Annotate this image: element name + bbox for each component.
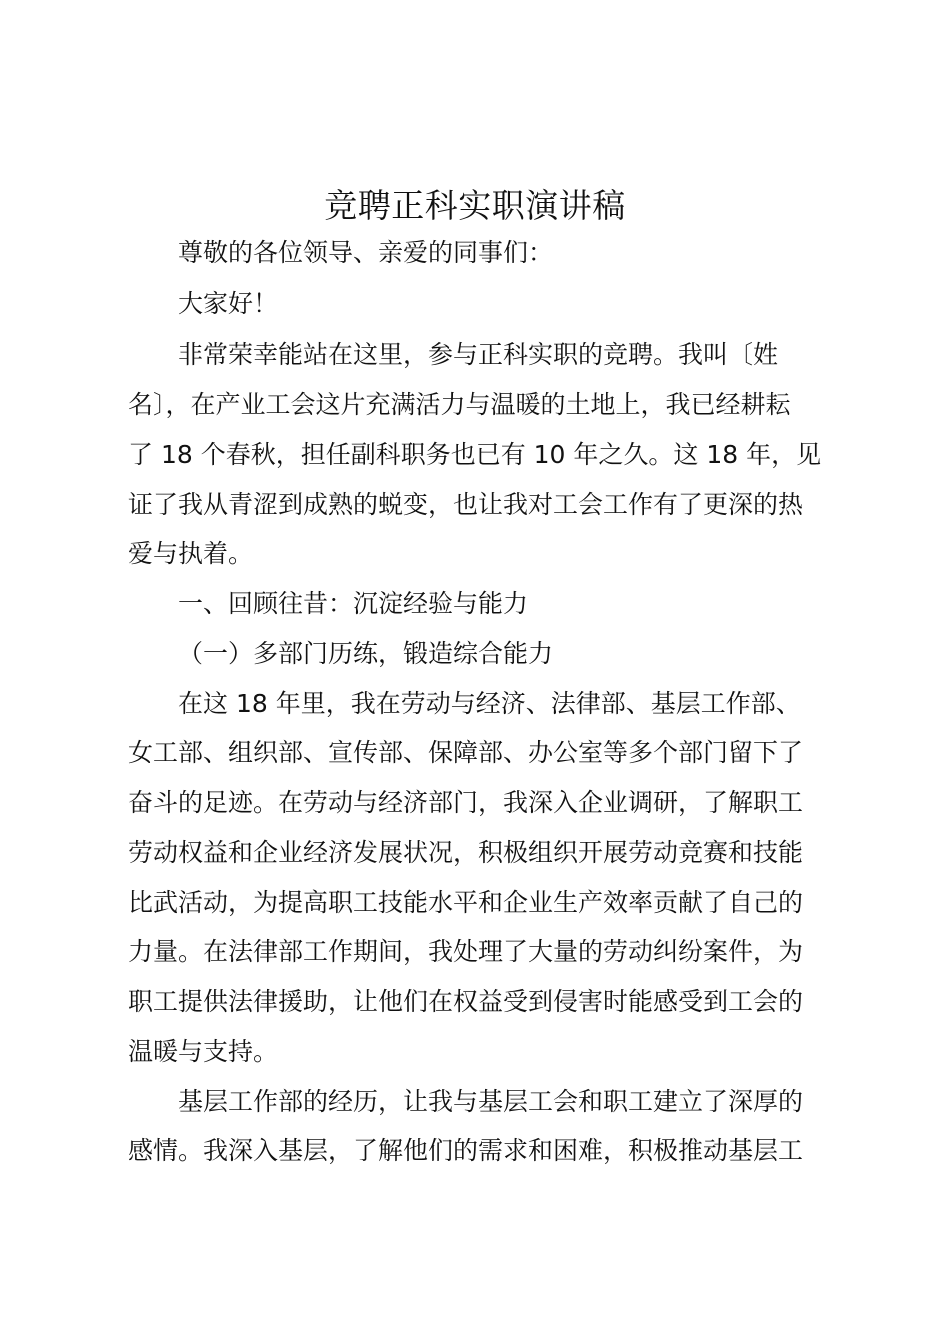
paragraph-departments-line-6: 力量。在法律部工作期间，我处理了大量的劳动纠纷案件，为 [128, 937, 804, 966]
paragraph-grassroots-line-1: 基层工作部的经历，让我与基层工会和职工建立了深厚的 [178, 1087, 804, 1116]
paragraph-departments-line-3: 奋斗的足迹。在劳动与经济部门，我深入企业调研，了解职工 [128, 788, 804, 817]
paragraph-intro-line-2: 名〕，在产业工会这片充满活力与温暖的土地上，我已经耕耘 [128, 390, 791, 419]
paragraph-grassroots-line-2: 感情。我深入基层，了解他们的需求和困难，积极推动基层工 [128, 1136, 804, 1165]
paragraph-departments-line-5: 比武活动，为提高职工技能水平和企业生产效率贡献了自己的 [128, 888, 804, 917]
paragraph-departments-line-4: 劳动权益和企业经济发展状况，积极组织开展劳动竞赛和技能 [128, 838, 804, 867]
subsection-heading-1: （一）多部门历练，锻造综合能力 [178, 639, 554, 668]
paragraph-departments-line-2: 女工部、组织部、宣传部、保障部、办公室等多个部门留下了 [128, 738, 804, 767]
paragraph-intro-line-3: 了 18 个春秋，担任副科职务也已有 10 年之久。这 18 年，见 [128, 440, 822, 469]
paragraph-departments-line-7: 职工提供法律援助，让他们在权益受到侵害时能感受到工会的 [128, 987, 804, 1016]
paragraph-intro-line-5: 爱与执着。 [128, 539, 254, 568]
document-title: 竞聘正科实职演讲稿 [324, 186, 626, 225]
paragraph-departments-line-1: 在这 18 年里，我在劳动与经济、法律部、基层工作部、 [178, 689, 801, 718]
paragraph-intro-line-1: 非常荣幸能站在这里，参与正科实职的竞聘。我叫〔姓 [178, 340, 779, 369]
paragraph-departments-line-8: 温暖与支持。 [128, 1037, 279, 1066]
salutation-line: 尊敬的各位领导、亲爱的同事们： [178, 238, 554, 267]
greeting-line: 大家好！ [178, 289, 279, 318]
section-heading-1: 一、回顾往昔：沉淀经验与能力 [178, 589, 529, 618]
paragraph-intro-line-4: 证了我从青涩到成熟的蜕变，也让我对工会工作有了更深的热 [128, 490, 804, 519]
